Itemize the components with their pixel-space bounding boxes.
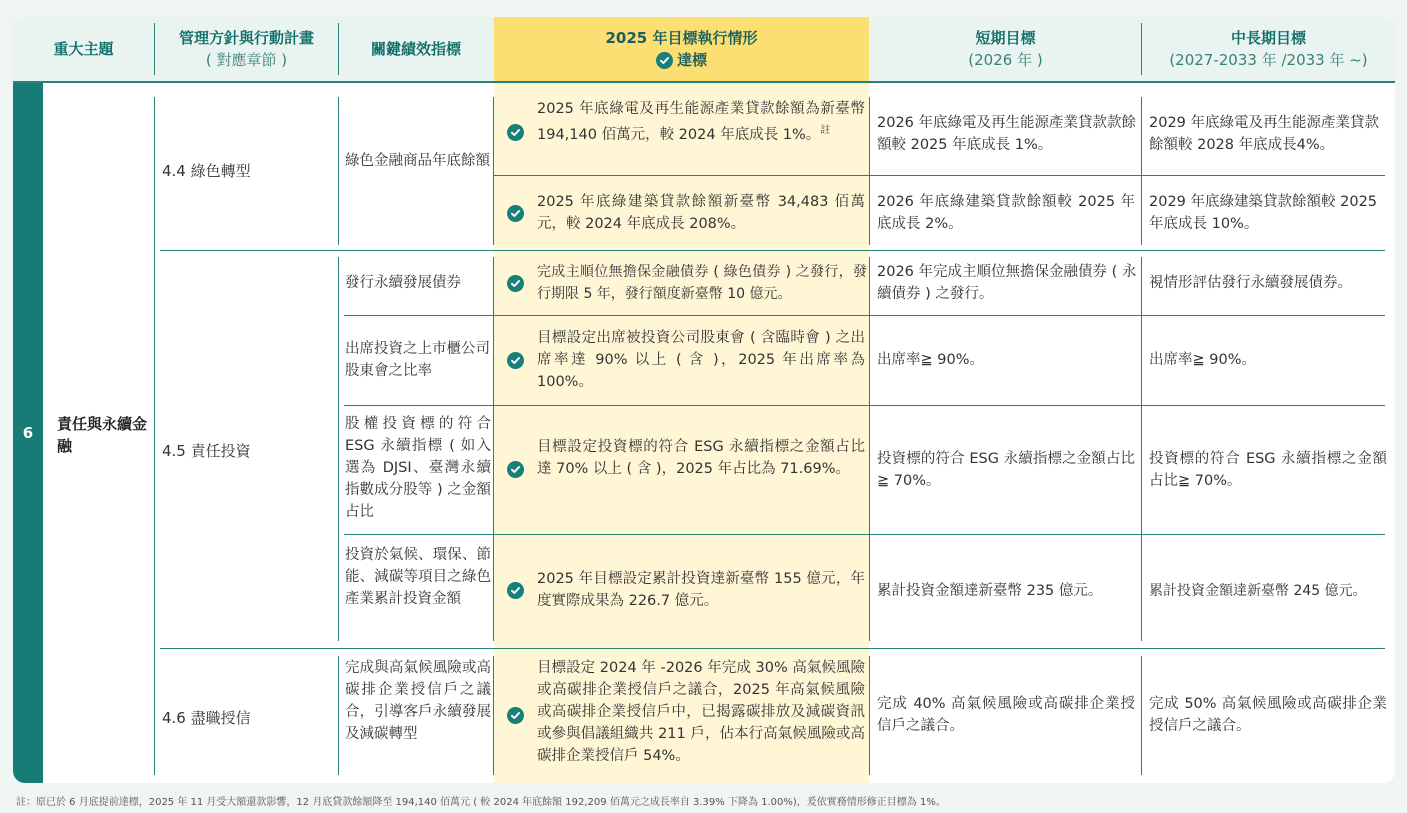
- kpi-engagement: 完成與高氣候風險或高碳排企業授信戶之議合，引導客戶永續發展及減碳轉型: [345, 660, 491, 742]
- header-topic: [13, 17, 154, 81]
- short-esg-equity: 投資標的符合 ESG 永續指標之金額占比≧ 70%。: [877, 451, 1135, 489]
- short-green-building: 2026 年底綠建築貸款餘額較 2025 年底成長 2%。: [877, 194, 1135, 232]
- status-green-energy-text: 2025 年底綠電及再生能源產業貸款餘額為新臺幣 194,140 佰萬元，較 2024 年底成長 1%。: [537, 101, 865, 143]
- long-agm-attendance: 出席率≧ 90%。: [1149, 352, 1256, 368]
- header-status-label: 2025 年目標執行情形: [605, 29, 758, 47]
- short-sustainability-bond: 2026 年完成主順位無擔保金融債券 ( 永續債券 ) 之發行。: [877, 264, 1137, 302]
- footnote: 註：原已於 6 月底提前達標，2025 年 11 月受大額還款影響，12 月底貸款餘額降至 194,140 佰萬元 ( 較 2024 年底餘額 192,209 佰萬元之成長率自 3.39% 下降為 1.00%)，爰依實務情形修正目標為 1%。: [16, 797, 946, 808]
- section-4-4: 4.4 綠色轉型: [162, 162, 251, 180]
- header-long-label: 中長期目標: [1230, 29, 1306, 47]
- section-4-5: 4.5 責任投資: [162, 442, 251, 460]
- header-long-term: [1142, 17, 1395, 81]
- status-engagement: 目標設定 2024 年 -2026 年完成 30% 高氣候風險或高碳排企業授信戶之議合，2025 年高氣候風險或高碳排企業授信戶中，已揭露碳排放及減碳資訊或參與倡議組織共 211 戶，佔本行高氣候風險或高碳排企業授信戶 54%。: [537, 660, 865, 764]
- long-engagement: 完成 50% 高氣候風險或高碳排企業授信戶之議合。: [1149, 696, 1387, 734]
- check-circle-icon: [656, 52, 673, 69]
- check-circle-icon: [507, 352, 524, 369]
- check-circle-icon: [507, 205, 524, 222]
- check-circle-icon: [507, 275, 524, 292]
- header-long-sub: (2027-2033 年 /2033 年 ~): [1169, 51, 1368, 69]
- check-circle-icon: [507, 582, 524, 599]
- long-green-investment: 累計投資金額達新臺幣 245 億元。: [1149, 583, 1367, 599]
- long-green-building: 2029 年底綠建築貸款餘額較 2025 年底成長 10%。: [1149, 194, 1378, 232]
- status-green-energy: [537, 98, 865, 146]
- header-short-sub: (2026 年 ): [968, 51, 1043, 69]
- topic-number-label: 6: [22, 424, 34, 442]
- check-circle-icon: [507, 461, 524, 478]
- kpi-green-finance: 綠色金融商品年底餘額: [345, 153, 490, 169]
- header-policy: [155, 17, 338, 81]
- short-agm-attendance: 出席率≧ 90%。: [877, 352, 984, 368]
- kpi-table: [13, 17, 1395, 783]
- header-topic-label: 重大主題: [53, 40, 114, 58]
- section-4-6: 4.6 盡職授信: [162, 709, 251, 727]
- status-green-building: 2025 年底綠建築貸款餘額新臺幣 34,483 佰萬元，較 2024 年底成長 208%。: [537, 194, 865, 232]
- header-kpi-label: 關鍵績效指標: [370, 40, 461, 58]
- kpi-esg-equity: 股權投資標的符合 ESG 永續指標 ( 如入選為 DJSI、臺灣永續指數成分股等 ) 之金額占比: [345, 416, 491, 520]
- kpi-sustainability-bond: 發行永續發展債券: [345, 275, 461, 291]
- status-green-investment: 2025 年目標設定累計投資達新臺幣 155 億元，年度實際成果為 226.7 億元。: [537, 571, 865, 609]
- footnote-marker: 註: [820, 125, 831, 136]
- header-policy-label: 管理方針與行動計畫: [178, 29, 314, 47]
- topic-number: [13, 83, 43, 783]
- table-header: [13, 17, 1395, 83]
- status-sustainability-bond: 完成主順位無擔保金融債券 ( 綠色債券 ) 之發行，發行期限 5 年，發行額度新臺幣 10 億元。: [537, 264, 867, 302]
- kpi-green-investment: 投資於氣候、環保、節能、減碳等項目之綠色產業累計投資金額: [345, 547, 491, 607]
- short-green-energy: 2026 年底綠電及再生能源產業貸款款餘額較 2025 年底成長 1%。: [877, 115, 1137, 153]
- header-policy-sub: ( 對應章節 ): [205, 51, 288, 69]
- header-2025-status: [494, 17, 869, 81]
- kpi-agm-attendance: 出席投資之上市櫃公司股東會之比率: [345, 341, 490, 379]
- header-short-label: 短期目標: [975, 29, 1036, 47]
- long-esg-equity: 投資標的符合 ESG 永續指標之金額占比≧ 70%。: [1149, 451, 1387, 489]
- short-engagement: 完成 40% 高氣候風險或高碳排企業授信戶之議合。: [877, 696, 1135, 734]
- status-agm-attendance: 目標設定出席被投資公司股東會 ( 含臨時會 ) 之出席率達 90% 以上 ( 含 )，2025 年出席率為 100%。: [537, 330, 865, 390]
- long-sustainability-bond: 視情形評估發行永續發展債券。: [1149, 275, 1352, 291]
- topic-title: 責任與永續金融: [57, 415, 148, 455]
- short-green-investment: 累計投資金額達新臺幣 235 億元。: [877, 583, 1103, 599]
- header-kpi: [339, 17, 493, 81]
- header-short-term: [870, 17, 1141, 81]
- header-status-achieved: 達標: [676, 51, 707, 69]
- check-circle-icon: [507, 707, 524, 724]
- status-esg-equity: 目標設定投資標的符合 ESG 永續指標之金額占比達 70% 以上 ( 含 )，2025 年占比為 71.69%。: [537, 439, 865, 477]
- long-green-energy: 2029 年底綠電及再生能源產業貸款餘額較 2028 年底成長4%。: [1149, 115, 1380, 153]
- check-circle-icon: [507, 124, 524, 141]
